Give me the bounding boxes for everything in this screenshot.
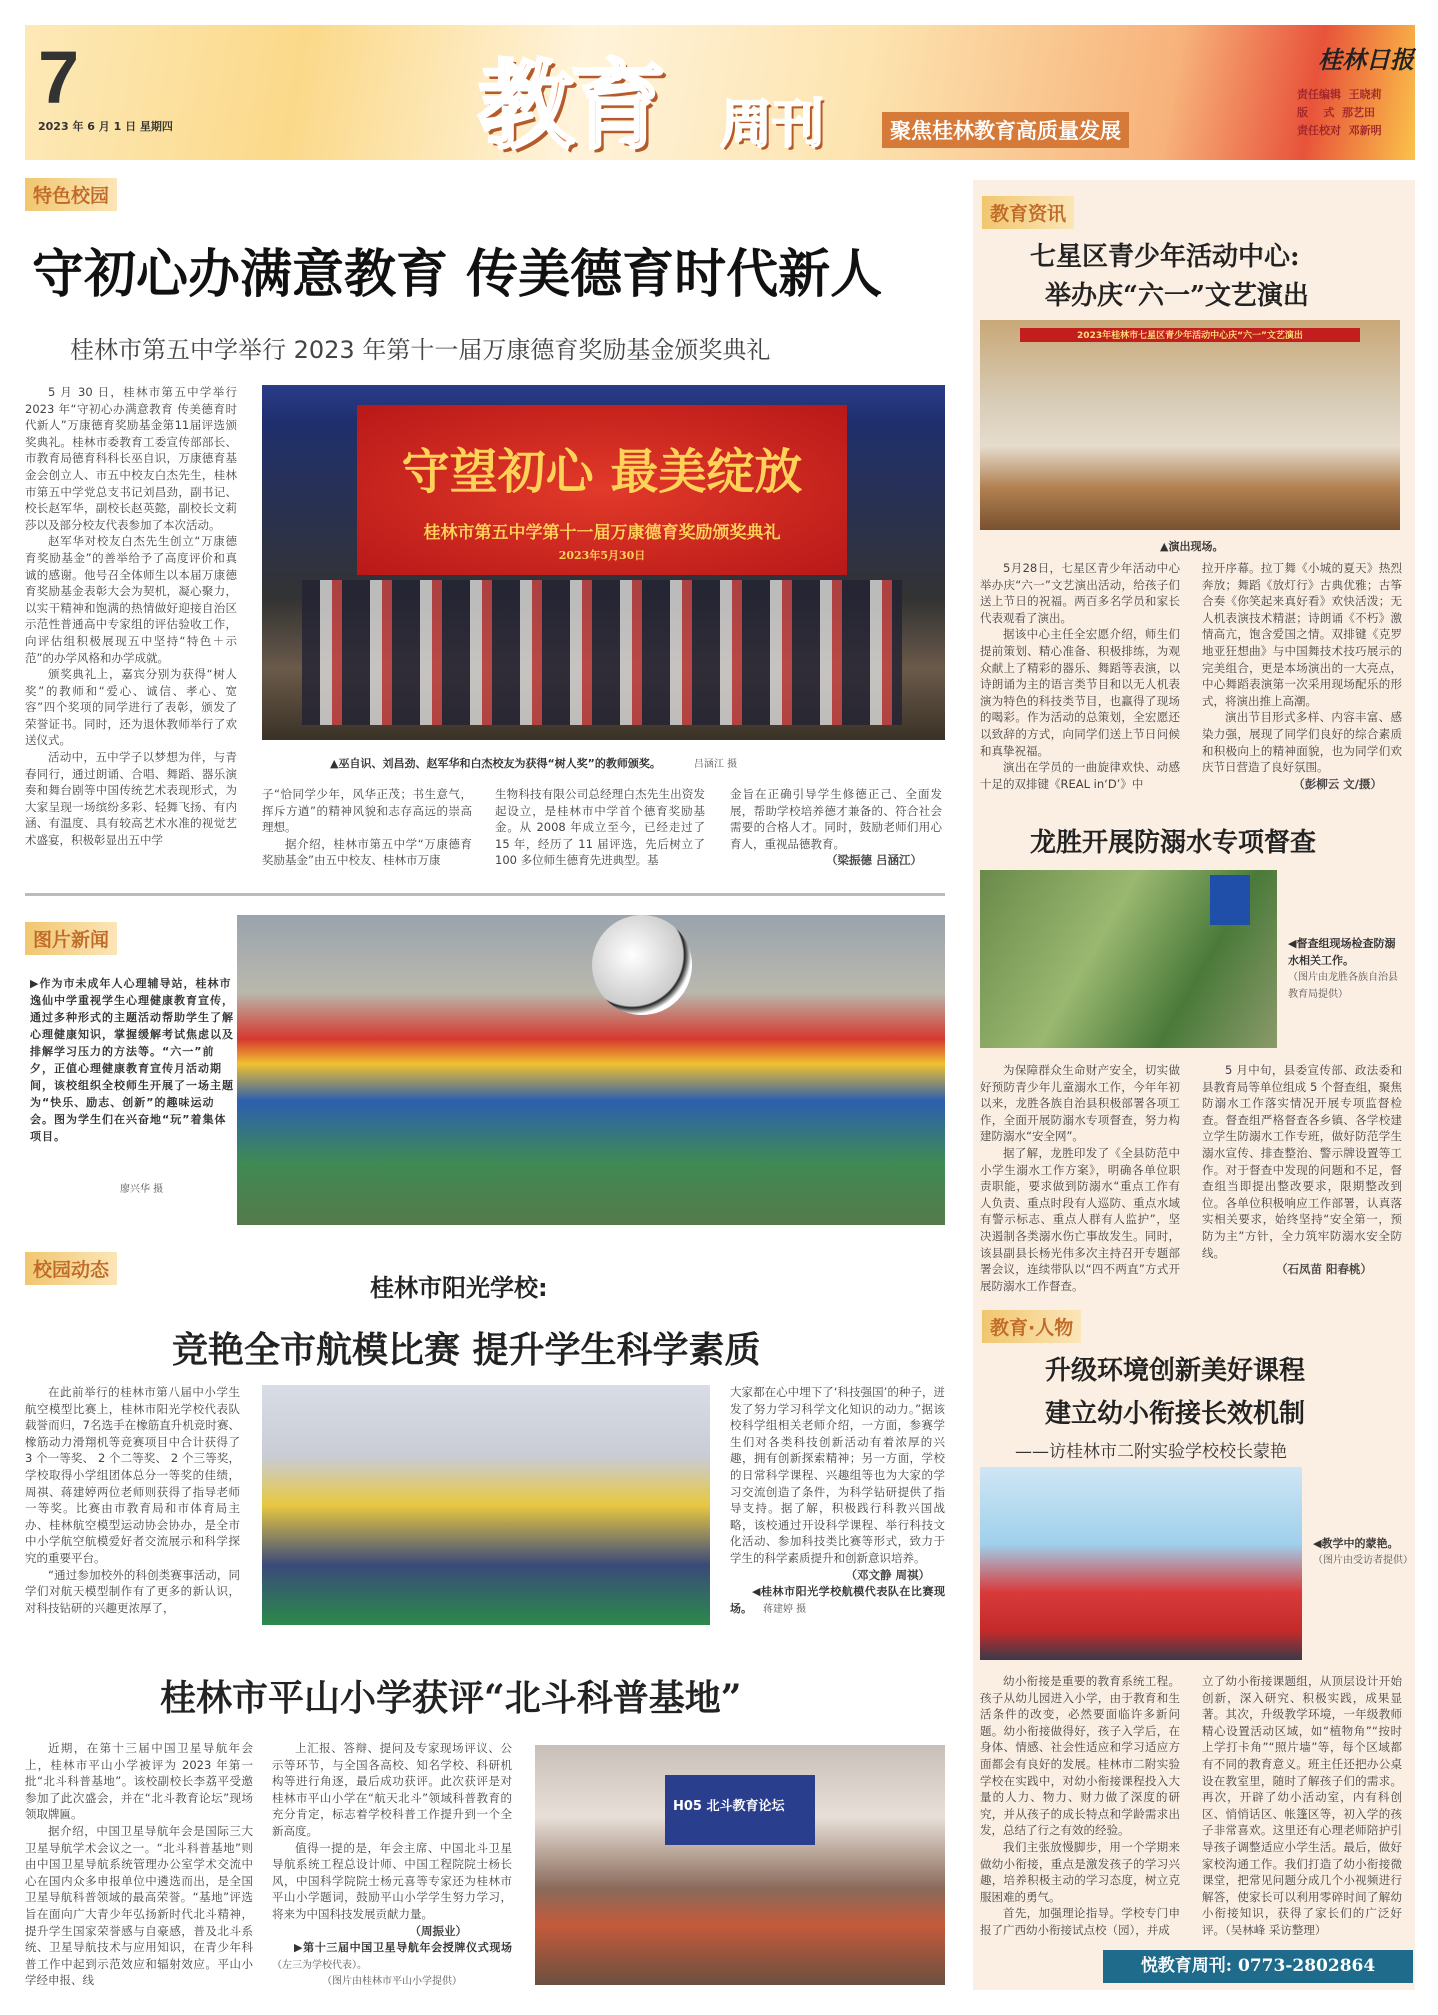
feature-photo-caption: ▲巫自识、刘昌劲、赵军华和白杰校友为获得“树人奖”的教师颁奖。 吕涵江 摄 xyxy=(330,757,738,770)
paragraph: 值得一提的是，年会主席、中国北斗卫星导航系统工程总设计师、中国工程院院士杨长风，中国科学院院士杨元喜等专家还为桂林市平山小学题词，鼓励平山小学学生努力学习，将来为中国科技发展贡献力量。 xyxy=(272,1840,512,1921)
masthead-subtitle: 周刊 xyxy=(720,94,825,155)
feature-subheadline: 桂林市第五中学举行 2023 年第十一届万康德育奖励基金颁奖典礼 xyxy=(70,336,771,364)
model-aircraft-team-photo xyxy=(262,1385,710,1625)
people-column-1 xyxy=(980,1673,1180,1939)
stage-banner: 2023年桂林市七星区青少年活动中心庆“六一”文艺演出 xyxy=(1020,328,1360,342)
beidou-award-photo xyxy=(535,1745,945,1985)
beidou-column-1 xyxy=(25,1740,253,1989)
hotline-bar: 悦教育周刊: 0773-2802864 xyxy=(1103,1950,1413,1983)
editor-credits: 责任编辑 王晓莉 版 式 那艺田 责任校对 邓新明 xyxy=(1297,88,1382,137)
section-tag-news: 教育资讯 xyxy=(982,196,1074,229)
news-title-1: 七星区青少年活动中心: xyxy=(1030,242,1300,272)
photo-banner-sub: 桂林市第五中学第十一届万康德育奖励颁奖典礼 xyxy=(423,523,781,543)
sports-day-photo xyxy=(237,915,945,1225)
section-tag-picnews: 图片新闻 xyxy=(25,922,117,955)
feature-column-4: 金旨在正确引导学生修德正己、全面发展，帮助学校培养德才兼备的、符合社会需要的合格人才。同时，鼓励老师们用心育人，重视品德教育。 （梁振德 吕涵江） xyxy=(730,787,942,868)
campus-kicker: 桂林市阳光学校: xyxy=(370,1274,548,1302)
inspection-photo xyxy=(980,870,1277,1048)
award-recipients-row xyxy=(302,580,902,725)
section-tag-feature: 特色校园 xyxy=(25,178,117,211)
paragraph: 据介绍，桂林市第五中学“万康德育奖励基金”由五中校友、桂林市万康 xyxy=(262,836,472,868)
paragraph: 近期，在第十三届中国卫星导航年会上，桂林市平山小学被评为 2023 年第一批“北斗科普基地”。该校副校长李荔平受邀参加了此次盛会，并在“北斗教育论坛”现场领取牌匾。 xyxy=(25,1741,253,1822)
section-tag-campus: 校园动态 xyxy=(25,1252,117,1285)
masthead-title: 教育 xyxy=(478,49,662,162)
paragraph: 立了幼小衔接课题组，从顶层设计开始创新，深入研究、积极实践，成果显著。其次，升级教学环境，一年级教师精心设置活动区域，如“植物角”“按时上学打卡角”“照片墙”等，每个区域都有不同的教育意义。班主任还把办公桌设在教室里，随时了解孩子们的需求。再次，开辟了幼小活动室，内有科创区、悄悄话区、帐篷区等，初入学的孩子非常喜欢。这里还有心理老师陪护引导孩子调整适应小学生活。最后，做好家校沟通工作。我们打造了幼小衔接微课堂，把常见问题分成几个小视频进行解答，使家长可以利用零碎时间了解幼小衔接知识，获得了家长们的广泛好评。（吴林峰 采访整理） xyxy=(1202,1674,1402,1937)
performance-photo xyxy=(980,320,1400,530)
paragraph: 子“恰同学少年，风华正茂；书生意气，挥斥方遒”的精神风貌和志存高远的崇高理想。 xyxy=(262,787,472,835)
news-title-2: 举办庆“六一”文艺演出 xyxy=(1045,281,1309,311)
longsheng-title: 龙胜开展防溺水专项督查 xyxy=(1030,828,1317,858)
longsheng-column-2: 5 月中旬，县委宣传部、政法委和县教育局等单位组成 5 个督查组，聚焦防溺水工作落实情况开展专项监督检查。督查组严格督查各乡镇、各学校建立学生防溺水工作专班，做好防范学生溺水宣传、排查整治、警示牌设置等工作。对于督查中发现的问题和不足，督查组当即提出整改要求，限期整改到位。各单位积极响应工作部署，认真落实相关要求，始终坚持“安全第一，预防为主”方针，全力筑牢防溺水安全防线。 （石凤苗 阳春桃） xyxy=(1202,1063,1402,1277)
longsheng-caption: ◀督查组现场检查防溺水相关工作。 （图片由龙胜各族自治县教育局提供） xyxy=(1288,937,1398,1000)
people-title-1: 升级环境创新美好课程 xyxy=(1045,1356,1306,1386)
campus-column-right: 大家都在心中埋下了‘科技强国’的种子，迸发了努力学习科学文化知识的动力。”据该校科学组相关老师介绍，一方面，参赛学生们对各类科技创新活动有着浓厚的兴趣，拥有创新探索精神；另一方面，学校的日常科学课程、兴趣组等也为大家的学习交流创造了条件，为科学钻研提供了指导支持。据了解，积极践行科教兴国战略，该校通过开设科学课程、举行科技文化活动、参加科技类比赛等形式，致力于学生的科学素质提升和创新意识培养。 （邓文静 周祺） ◀桂林市阳光学校航模代表队在比赛现场。 蒋建婷 摄 xyxy=(730,1385,945,1616)
photo-banner-date: 2023年5月30日 xyxy=(558,549,646,562)
paragraph: 演出节目形式多样、内容丰富、感染力强，展现了同学们良好的综合素质和积极向上的精神面貌，也为同学们欢庆节日营造了良好氛围。 xyxy=(1202,710,1402,775)
feature-headline: 守初心办满意教育 传美德育时代新人 xyxy=(32,244,883,305)
paragraph: 5 月 30 日，桂林市第五中学举行 2023 年“守初心办满意教育 传美德育时代新人”万康德育奖励基金第11届评选颁奖典礼。桂林市委教育工委宣传部部长、市教育局德育科科长巫自识，万康德育基金会创立人、市五中校友白杰先生，桂林市第五中学党总支书记刘昌劲，副书记、校长赵军华，副校长赵英懿，副校长文莉莎以及部分校友代表参加了本次活动。 xyxy=(25,385,237,532)
feature-column-1 xyxy=(25,384,237,849)
paragraph: 活动中，五中学子以梦想为伴，与青春同行，通过朗诵、合唱、舞蹈、器乐演奏和舞台剧等中国传统艺术表现形式，为大家呈现一场缤纷多彩、轻舞飞扬、有内涵、有温度、具有较高艺术水准的视觉艺术盛宴，积极彰显出五中学 xyxy=(25,750,237,848)
paragraph: 为保障群众生命财产安全，切实做好预防青少年儿童溺水工作，今年年初以来，龙胜各族自治县积极部署各项工作，全面开展防溺水专项督查，努力构建防溺水“安全网”。 xyxy=(980,1063,1180,1144)
photo-banner-title: 守望初心 最美绽放 xyxy=(401,444,803,500)
news-photo-caption: ▲演出现场。 xyxy=(1160,540,1224,553)
section-tag-people: 教育·人物 xyxy=(982,1310,1081,1343)
people-column-2 xyxy=(1202,1673,1402,1939)
paragraph: 5 月中旬，县委宣传部、政法委和县教育局等单位组成 5 个督查组，聚焦防溺水工作落实情况开展专项监督检查。督查组严格督查各乡镇、各学校建立学生防溺水工作专班，做好防范学生溺水宣传、排查整治、警示牌设置等工作。对于督查中发现的问题和不足，督查组当即提出整改要求，限期整改到位。各单位积极响应工作部署，认真落实相关要求，始终坚持“安全第一，预防为主”方针，全力筑牢防溺水安全防线。 xyxy=(1202,1063,1402,1260)
page-number: 7 xyxy=(38,36,80,119)
paragraph: 在此前举行的桂林市第八届中小学生航空模型比赛上，桂林市阳光学校代表队载誉而归，7名选手在橡筋直升机竞时赛、橡筋动力滑翔机等竞赛项目中合计获得了 3 个一等奖、 2 个二等奖、 2 个三等奖，学校取得小学组团体总分一等奖的佳绩，周祺、蒋建婷两位老师则获得了指导老师一等奖。比赛由市教育局和市体育局主办、桂林航空模型运动协会协办，是全市中小学航空航模爱好者交流展示和科学探究的重要平台。 xyxy=(25,1385,240,1565)
picnews-credit: 廖兴华 摄 xyxy=(120,1184,164,1195)
paragraph: 上汇报、答辩、提问及专家现场评议、公示等环节，与全国各高校、知名学校、科研机构等进行角逐，最后成功获评。此次获评是对桂林市平山小学在“航天北斗”领域科普教育的充分肯定，标志着学校科普工作提升到一个全新高度。 xyxy=(272,1741,512,1838)
divider xyxy=(25,893,945,896)
paragraph: 据了解，龙胜印发了《全县防范中小学生溺水工作方案》，明确各单位职责职能，要求做到防溺水“重点工作有人负责、重点时段有人巡防、重点水域有警示标志、重点人群有人监护”，坚决遏制各类溺水伤亡事故发生。同时，该县副县长杨光伟多次主持召开专题部署会议，连续带队以“四不两直”方式开展防溺水工作督查。 xyxy=(980,1145,1180,1293)
feature-column-2 xyxy=(262,786,472,869)
beidou-headline: 桂林市平山小学获评“北斗科普基地” xyxy=(160,1677,742,1719)
people-caption: ◀教学中的蒙艳。 （图片由受访者提供） xyxy=(1313,1537,1413,1566)
issue-date: 2023 年 6 月 1 日 星期四 xyxy=(38,120,173,133)
forum-banner: H05 北斗教育论坛 xyxy=(665,1775,815,1845)
slogan: 聚焦桂林教育高质量发展 xyxy=(882,112,1129,148)
award-ceremony-photo xyxy=(262,385,945,740)
paragraph: 我们主张放慢脚步，用一个学期来做幼小衔接，重点是激发孩子的学习兴趣，培养积极主动的学习态度，树立克服困难的勇气。 xyxy=(980,1839,1180,1904)
paragraph: 拉开序幕。拉丁舞《小城的夏天》热烈奔放；舞蹈《放灯行》古典优雅；古筝合奏《你笑起来真好看》欢快活泼；无人机表演技术精湛；诗朗诵《不朽》激情高亢，饱含爱国之情。双排键《克罗地亚狂想曲》与中国舞技术技巧展示的完美组合，更是本场演出的一大亮点，中心舞蹈表演第一次采用现场配乐的形式，将演出推上高潮。 xyxy=(1202,561,1402,708)
campus-column-left xyxy=(25,1384,240,1616)
news-column-1 xyxy=(980,560,1180,792)
giant-ball xyxy=(592,915,692,1015)
paragraph: “通过参加校外的科创类赛事活动，同学们对航天模型制作有了更多的新认识，对科技钻研的兴趣更浓厚了， xyxy=(25,1567,240,1615)
teaching-photo xyxy=(980,1467,1302,1660)
paragraph: 幼小衔接是重要的教育系统工程。孩子从幼儿园进入小学，由于教育和生活条件的改变，必然要面临许多新问题。幼小衔接做得好，孩子入学后，在身体、情感、社会性适应和学习适应方面都会有良好的发展。桂林市二附实验学校在实践中，对幼小衔接课程投入大量的人力、物力、财力做了深度的研究，并从孩子的成长特点和学龄需求出发，总结了行之有效的经验。 xyxy=(980,1674,1180,1838)
paragraph: 据该中心主任全宏愿介绍，师生们提前策划、精心准备、积极排练，为观众献上了精彩的器乐、舞蹈等表演，以诗朗诵为主的语言类节目和以无人机表演为特色的科技类节目，也赢得了现场的喝彩。作为活动的总策划，全宏愿还以致辞的方式，向同学们送上节日问候和真挚祝福。 xyxy=(980,627,1180,758)
paragraph: 演出在学员的一曲旋律欢快、动感十足的双排键《REAL in‘D’》中 xyxy=(980,760,1180,791)
campus-headline: 竞艳全市航模比赛 提升学生科学素质 xyxy=(172,1329,761,1371)
sign-board xyxy=(1210,875,1250,925)
feature-column-3: 生物科技有限公司总经理白杰先生出资发起设立，是桂林市中学首个德育奖励基金。从 2008 年成立至今，已经走过了 15 年，经历了 11 届评选，先后树立了 100 多位师生德育先进典型。基 xyxy=(495,787,705,868)
paragraph: 首先，加强理论指导。学校专门申报了广西幼小衔接试点校（园），并成 xyxy=(980,1906,1180,1937)
paragraph: 5月28日，七星区青少年活动中心举办庆“六一”文艺演出活动，给孩子们送上节日的祝福。两百多名学员和家长代表观看了演出。 xyxy=(980,561,1180,625)
longsheng-column-1 xyxy=(980,1062,1180,1294)
beidou-column-2: 上汇报、答辩、提问及专家现场评议、公示等环节，与全国各高校、知名学校、科研机构等进行角逐，最后成功获评。此次获评是对桂林市平山小学在“航天北斗”领域科普教育的充分肯定，标志着学校科普工作提升到一个全新高度。 值得一提的是，年会主席、中国北斗卫星导航系统工程总设计师、中国工程院院士杨长风，中国科学院院士杨元喜等专家还为桂林市平山小学题词，鼓励平山小学学生努力学习，将来为中国科技发展贡献力量。 （周振业） ▶第十三届中国卫星导航年会授牌仪式现场（左三为学校代表）。 （图片由桂林市平山小学提供） xyxy=(272,1741,512,1988)
news-column-2: 拉开序幕。拉丁舞《小城的夏天》热烈奔放；舞蹈《放灯行》古典优雅；古筝合奏《你笑起来真好看》欢快活泼；无人机表演技术精湛；诗朗诵《不朽》激情高亢，饱含爱国之情。双排键《克罗地亚狂想曲》与中国舞技术技巧展示的完美组合，更是本场演出的一大亮点，中心舞蹈表演第一次采用现场配乐的形式，将演出推上高潮。 演出节目形式多样、内容丰富、感染力强，展现了同学们良好的综合素质和积极向上的精神面貌，也为同学们欢庆节日营造了良好氛围。 （彭柳云 文/摄） xyxy=(1202,561,1402,791)
people-subtitle: ——访桂林市二附实验学校校长蒙艳 xyxy=(1015,1442,1287,1462)
picnews-caption: ▶作为市未成年人心理辅导站，桂林市逸仙中学重视学生心理健康教育宣传，通过多种形式的主题活动帮助学生了解心理健康知识，掌握缓解考试焦虑以及排解学习压力的方法等。“六一”前夕，正值心理健康教育宣传月活动期间，该校组织全校师生开展了一场主题为“快乐、励志、创新”的趣味运动会。图为学生们在兴奋地“玩”着集体项目。 xyxy=(30,977,234,1143)
people-title-2: 建立幼小衔接长效机制 xyxy=(1045,1399,1306,1429)
newspaper-logo: 桂林日报 xyxy=(1318,45,1414,74)
paragraph: 赵军华对校友白杰先生创立“万康德育奖励基金”的善举给予了高度评价和真诚的感谢。他号召全体师生以本届万康德育奖励基金表彰大会为契机，凝心聚力，以实干精神和饱满的热情做好迎接自治区示范性普通高中专家组的评估验收工作，向评估组积极展现五中坚持“特色＋示范”的办学风格和办学成就。 xyxy=(25,534,237,665)
stage-screen xyxy=(357,405,847,575)
paragraph: 据介绍，中国卫星导航年会是国际三大卫星导航学术会议之一。“北斗科普基地”则由中国卫星导航系统管理办公室学术交流中心在国内众多申报单位中遴选而出，是全国卫星导航科普领域的最高荣誉。“基地”评选旨在面向广大青少年弘扬新时代北斗精神，提升学生国家荣誉感与自豪感，普及北斗系统、卫星导航技术与应用知识，在青少年科普工作中起到示范效应和辐射效应。平山小学经申报、线 xyxy=(25,1823,253,1988)
paragraph: 颁奖典礼上，嘉宾分别为获得“树人奖”的教师和“爱心、诚信、孝心、宽容”四个奖项的同学进行了表彰，颁发了荣誉证书。同时，还为退休教师举行了欢送仪式。 xyxy=(25,667,237,748)
